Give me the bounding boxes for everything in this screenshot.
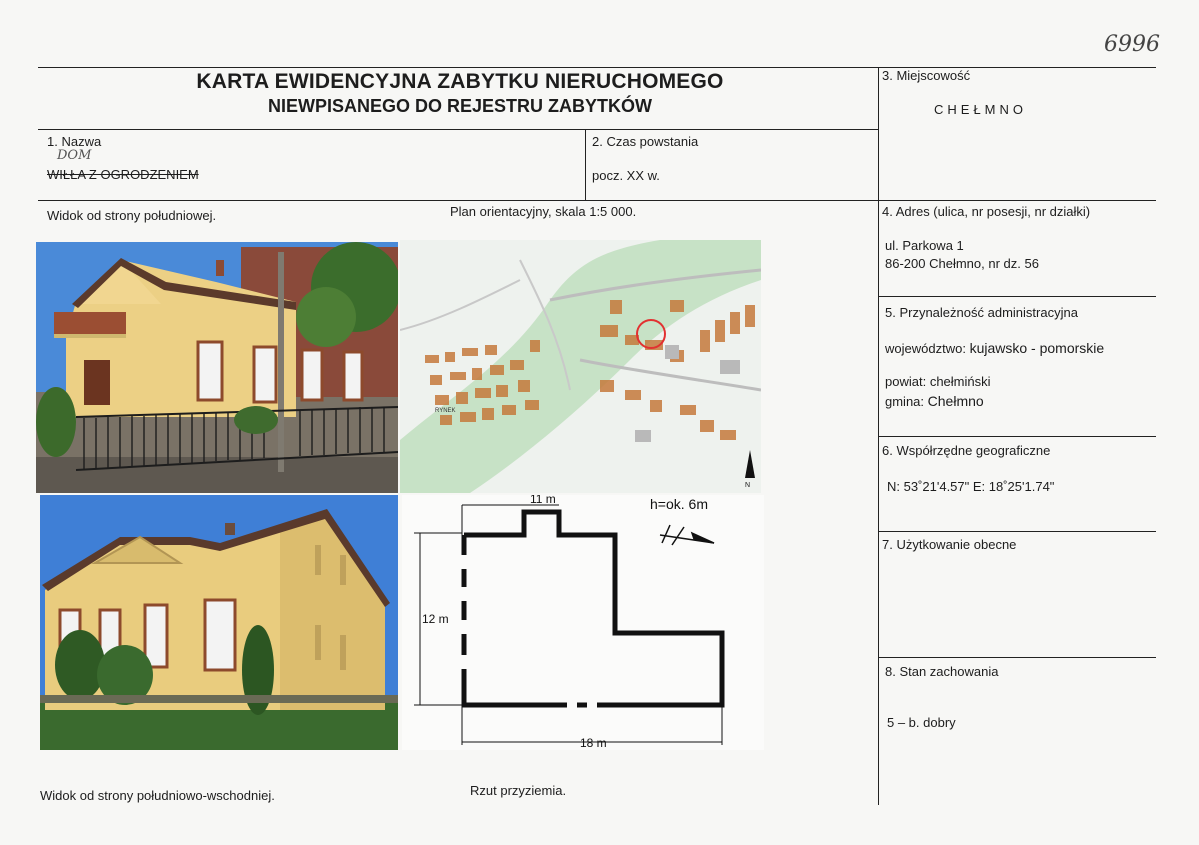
address-line1: ul. Parkowa 1 [885, 238, 964, 253]
place-value: CHEŁMNO [934, 102, 1028, 117]
orientation-map [400, 240, 761, 493]
condition-value: 5 – b. dobry [887, 715, 956, 730]
map-label-rynek: RYNEK [435, 408, 456, 414]
document-number: 6996 [1104, 32, 1160, 57]
plan-depth-label: 12 m [422, 612, 449, 626]
title-bottom-rule [38, 129, 878, 130]
floor-plan [402, 495, 764, 750]
voivodeship-value: kujawsko - pomorskie [969, 340, 1105, 356]
floor-plan-caption: Rzut przyziemia. [470, 783, 567, 798]
fields-bottom-rule [38, 200, 1156, 201]
commune-value: Chełmno [927, 393, 984, 409]
rule-after-usage [878, 657, 1156, 658]
rule-after-admin [878, 436, 1156, 437]
admin-label: 5. Przynależność administracyjna [885, 305, 1078, 320]
address-label: 4. Adres (ulica, nr posesji, nr działki) [882, 204, 1091, 219]
card-subtitle: NIEWPISANEGO DO REJESTRU ZABYTKÓW [267, 96, 653, 116]
name-date-divider [585, 129, 586, 201]
top-rule [38, 67, 1156, 68]
name-label: 1. Nazwa [47, 134, 102, 149]
place-label: 3. Miejscowość [882, 68, 971, 83]
map-caption: Plan orientacyjny, skala 1:5 000. [450, 204, 637, 219]
voivodeship-label: województwo: [885, 341, 966, 356]
rule-after-address [878, 296, 1156, 297]
date-label: 2. Czas powstania [592, 134, 699, 149]
plan-width-label: 11 m [530, 495, 556, 506]
card-title: KARTA EWIDENCYJNA ZABYTKU NIERUCHOMEGO [196, 70, 724, 93]
commune-row [885, 393, 984, 409]
county-label: powiat: [885, 374, 927, 389]
south-view-caption: Widok od strony południowej. [47, 208, 217, 223]
usage-label: 7. Użytkowanie obecne [882, 537, 1017, 552]
rule-after-coords [878, 531, 1156, 532]
coords-label: 6. Współrzędne geograficzne [882, 443, 1051, 458]
photo-southeast-view [40, 495, 398, 750]
plan-length-label: 18 m [580, 736, 607, 750]
name-value: WIŁŁA Z OGRODZENIEM [47, 167, 199, 182]
county-value: chełmiński [929, 374, 991, 389]
condition-label: 8. Stan zachowania [885, 664, 999, 679]
map-north-label: N [745, 482, 751, 489]
address-line2: 86-200 Chełmno, nr dz. 56 [885, 256, 1039, 271]
county-row [885, 374, 991, 389]
coords-value: N: 53˚21'4.57" E: 18˚25'1.74" [887, 479, 1055, 494]
southeast-view-caption: Widok od strony południowo-wschodniej. [40, 788, 275, 803]
plan-height-note: h=ok. 6m [650, 496, 708, 512]
commune-label: gmina: [885, 394, 925, 409]
voivodeship-row [885, 340, 1104, 356]
name-handwritten: DOM [57, 148, 92, 163]
date-value: pocz. XX w. [592, 168, 660, 183]
photo-south-view [36, 242, 398, 493]
